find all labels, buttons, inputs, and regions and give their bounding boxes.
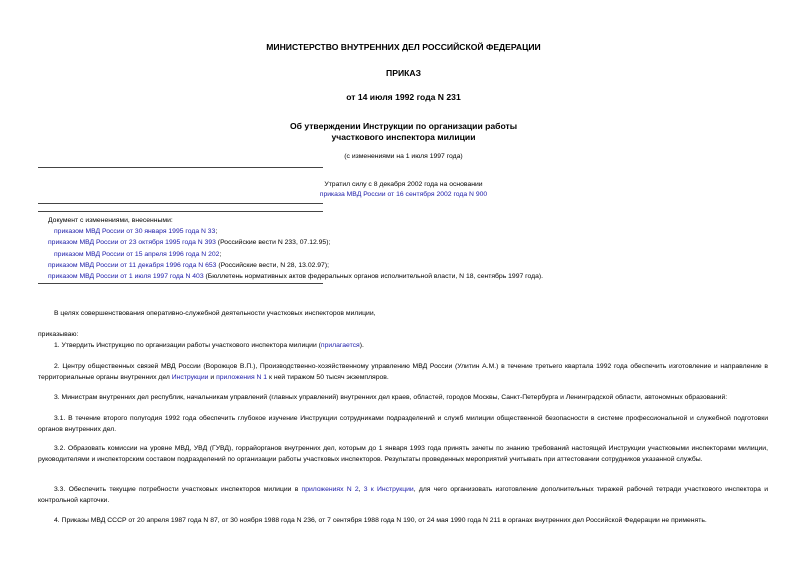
paragraph-3-2: 3.2. Образовать комиссии на уровне МВД, УВД (ГУВД), горрайорганов внутренних дел, которым до 1 января 1993 года принять зачеты по знанию требований настоящей Инструкции участковыми инспекторами милиции, руководителями и инспекторским составом подразделений по организации работы участковых инспекторов. Результаты проведенных мероприятий учитывать при аттестовании сотрудников указанной службы. <box>38 445 768 463</box>
lost-force-note <box>0 180 807 200</box>
divider <box>38 167 323 168</box>
list-item: приказом МВД России от 15 апреля 1996 года N 202; <box>54 250 222 258</box>
title-line-1: Об утверждении Инструкции по организации работы <box>289 121 518 131</box>
amendment-link[interactable]: приказом МВД России от 23 октября 1995 года N 393 <box>48 239 216 247</box>
order-word: приказываю: <box>38 331 79 338</box>
amendment-link[interactable]: приказом МВД России от 11 декабря 1996 года N 653 <box>48 261 217 269</box>
amendments-list <box>48 215 543 282</box>
paragraph-2: 2. Центру общественных связей МВД России (Ворожцов В.П.), Производственно-хозяйственному управлению МВД России (Улитин А.М.) в течение третьего квартала 1992 года обеспечить изготовление и направление в территориальные органы внутренних дел Инструкции и приложения N 1 к ней тиражом 50 тысяч экземпляров. <box>38 363 768 381</box>
title-line-2: участкового инспектора милиции <box>331 132 476 142</box>
doc-type-heading: ПРИКАЗ <box>386 68 421 78</box>
instruction-link[interactable]: Инструкции <box>171 374 209 381</box>
paragraph-4: 4. Приказы МВД СССР от 20 апреля 1987 года N 87, от 30 ноября 1988 года N 236, от 7 сентября 1988 года N 190, от 24 мая 1990 года N 211 в органах внутренних дел Российской Федерации не применять. <box>54 517 707 524</box>
paragraph-3: 3. Министрам внутренних дел республик, начальникам управлений (главных управлений) внутренних дел краев, областей, городов Москвы, Санкт-Петербурга и Ленинградской области, автономных образований: <box>54 394 728 401</box>
amendment-link[interactable]: приказом МВД России от 15 апреля 1996 года N 202 <box>54 250 220 258</box>
list-item: приказом МВД России от 23 октября 1995 года N 393 (Российские вести N 233, 07.12.95); <box>48 239 331 247</box>
paragraph-1: 1. Утвердить Инструкцию по организации работы участкового инспектора милиции (прилагается). <box>54 342 364 349</box>
instruction-link[interactable]: прилагается <box>320 342 360 349</box>
divider <box>38 211 323 212</box>
appendix-link[interactable]: приложения N 1 <box>216 374 268 381</box>
paragraph-3-1: 3.1. В течение второго полугодия 1992 года обеспечить глубокое изучение Инструкции сотрудниками подразделений и служб милиции общественной безопасности в системе профессиональной и служебной подготовки органов внутренних дел. <box>38 415 768 433</box>
amendment-link[interactable]: приказом МВД России от 1 июля 1997 года N 403 <box>48 273 204 281</box>
amendments-heading: Документ с изменениями, внесенными: <box>48 217 173 224</box>
divider <box>38 203 323 204</box>
changes-note: (с изменениями на 1 июля 1997 года) <box>344 153 463 160</box>
paragraph-3-3: 3.3. Обеспечить текущие потребности участковых инспекторов милиции в приложениях N 2, 3 к Инструкции, для чего организовать изготовление дополнительных тиражей рабочей тетради участкового инспектора и контрольной карточки. <box>38 486 768 504</box>
lost-force-text: Утратил силу с 8 декабря 2002 года на основании <box>324 181 483 188</box>
intro-paragraph: В целях совершенствования оперативно-служебной деятельности участковых инспекторов милиции, <box>54 310 376 317</box>
divider <box>38 283 323 284</box>
lost-force-link[interactable]: приказа МВД России от 16 сентября 2002 года N 900 <box>319 191 488 198</box>
list-item: приказом МВД России от 11 декабря 1996 года N 653 (Российские вести, N 28, 13.02.97); <box>48 261 329 269</box>
list-item: приказом МВД России от 30 января 1995 года N 33; <box>54 228 218 236</box>
date-number-heading: от 14 июля 1992 года N 231 <box>346 92 461 102</box>
appendix-link[interactable]: 3 к Инструкции <box>363 486 414 493</box>
appendix-link[interactable]: приложениях N 2 <box>301 486 359 493</box>
amendment-link[interactable]: приказом МВД России от 30 января 1995 года N 33 <box>54 228 216 236</box>
ministry-heading: МИНИСТЕРСТВО ВНУТРЕННИХ ДЕЛ РОССИЙСКОЙ ФЕДЕРАЦИИ <box>266 42 541 52</box>
list-item: приказом МВД России от 1 июля 1997 года N 403 (Бюллетень нормативных актов федеральных органов исполнительной власти, N 18, сентябрь 1997 года). <box>48 273 544 281</box>
